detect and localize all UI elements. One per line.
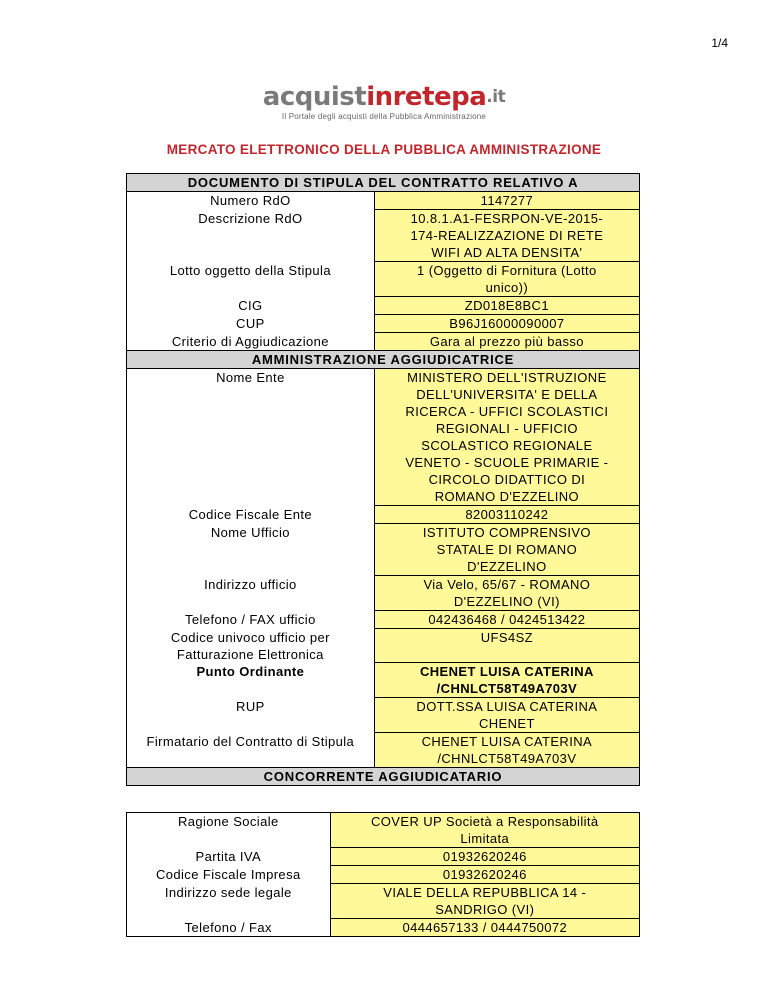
page-number: 1/4 bbox=[711, 36, 728, 50]
label-cup: CUP bbox=[236, 315, 265, 331]
contract-table bbox=[126, 173, 640, 786]
row-punto-ordinante bbox=[127, 663, 640, 698]
row-lotto bbox=[127, 262, 640, 297]
row-indirizzo-ufficio bbox=[127, 576, 640, 611]
label-codice-univoco: Codice univoco ufficio per Fatturazione Elettronica bbox=[170, 629, 330, 662]
row-criterio bbox=[127, 333, 640, 351]
portal-logo bbox=[0, 84, 768, 121]
logo-part-inrete: inrete bbox=[366, 82, 452, 112]
section-header-documento: DOCUMENTO DI STIPULA DEL CONTRATTO RELATIVO A bbox=[127, 174, 640, 192]
label-indirizzo-sede: Indirizzo sede legale bbox=[164, 884, 292, 900]
label-punto-ordinante: Punto Ordinante bbox=[196, 663, 305, 679]
label-codice-fiscale-impresa: Codice Fiscale Impresa bbox=[155, 866, 301, 882]
value-codice-fiscale-ente: 82003110242 bbox=[374, 506, 639, 524]
value-rup: DOTT.SSA LUISA CATERINA CHENET bbox=[374, 698, 639, 733]
row-nome-ufficio bbox=[127, 524, 640, 576]
row-rup bbox=[127, 698, 640, 733]
logo-part-tld: .it bbox=[486, 87, 506, 107]
label-telefono-fax: Telefono / Fax bbox=[184, 919, 272, 935]
row-telefono-fax bbox=[127, 919, 640, 937]
label-rup: RUP bbox=[236, 698, 265, 714]
label-criterio: Criterio di Aggiudicazione bbox=[171, 333, 329, 349]
label-telefono-ufficio: Telefono / FAX ufficio bbox=[185, 611, 316, 627]
row-cup bbox=[127, 315, 640, 333]
value-telefono-fax: 0444657133 / 0444750072 bbox=[330, 919, 639, 937]
contractor-table bbox=[126, 812, 640, 937]
row-codice-fiscale-ente bbox=[127, 506, 640, 524]
value-telefono-ufficio: 042436468 / 0424513422 bbox=[374, 611, 639, 629]
label-firmatario: Firmatario del Contratto di Stipula bbox=[146, 733, 355, 749]
label-indirizzo-ufficio: Indirizzo ufficio bbox=[204, 576, 297, 592]
value-nome-ufficio: ISTITUTO COMPRENSIVO STATALE DI ROMANO D'EZZELINO bbox=[374, 524, 639, 576]
label-lotto: Lotto oggetto della Stipula bbox=[169, 262, 331, 278]
value-codice-univoco: UFS4SZ bbox=[374, 629, 639, 663]
row-descrizione-rdo bbox=[127, 210, 640, 262]
row-ragione-sociale bbox=[127, 813, 640, 848]
logo-part-acquist: acquist bbox=[262, 82, 367, 112]
value-cig: ZD018E8BC1 bbox=[374, 297, 639, 315]
section-header-amministrazione: AMMINISTRAZIONE AGGIUDICATRICE bbox=[127, 351, 640, 369]
section-header-concorrente: CONCORRENTE AGGIUDICATARIO bbox=[127, 768, 640, 786]
value-descrizione-rdo: 10.8.1.A1-FESRPON-VE-2015- 174-REALIZZAZIONE DI RETE WIFI AD ALTA DENSITA' bbox=[374, 210, 639, 262]
value-codice-fiscale-impresa: 01932620246 bbox=[330, 866, 639, 884]
label-numero-rdo: Numero RdO bbox=[210, 193, 291, 208]
label-ragione-sociale: Ragione Sociale bbox=[177, 814, 279, 829]
row-codice-fiscale-impresa bbox=[127, 866, 640, 884]
value-nome-ente: MINISTERO DELL'ISTRUZIONE DELL'UNIVERSITA' E DELLA RICERCA - UFFICI SCOLASTICI REGIONALI - UFFICIO SCOLASTICO REGIONALE VENETO - SCUOLE PRIMARIE - CIRCOLO DIDATTICO DI ROMANO D'EZZELINO bbox=[374, 369, 639, 506]
logo-tagline: Il Portale degli acquisti della Pubblica Amministrazione bbox=[281, 112, 487, 121]
row-telefono-ufficio bbox=[127, 611, 640, 629]
value-ragione-sociale: COVER UP Società a Responsabilità Limitata bbox=[330, 813, 639, 848]
row-firmatario bbox=[127, 733, 640, 768]
market-title: MERCATO ELETTRONICO DELLA PUBBLICA AMMINISTRAZIONE bbox=[166, 142, 602, 157]
value-lotto: 1 (Oggetto di Fornitura (Lotto unico)) bbox=[374, 262, 639, 297]
value-indirizzo-sede: VIALE DELLA REPUBBLICA 14 - SANDRIGO (VI) bbox=[330, 884, 639, 919]
logo-part-pa: pa bbox=[451, 82, 487, 112]
label-descrizione-rdo: Descrizione RdO bbox=[198, 210, 303, 226]
label-cig: CIG bbox=[238, 297, 263, 313]
row-nome-ente bbox=[127, 369, 640, 506]
label-nome-ufficio: Nome Ufficio bbox=[210, 524, 290, 540]
value-indirizzo-ufficio: Via Velo, 65/67 - ROMANO D'EZZELINO (VI) bbox=[374, 576, 639, 611]
row-partita-iva bbox=[127, 848, 640, 866]
value-numero-rdo: 1147277 bbox=[374, 192, 639, 210]
row-cig bbox=[127, 297, 640, 315]
value-firmatario: CHENET LUISA CATERINA /CHNLCT58T49A703V bbox=[374, 733, 639, 768]
row-indirizzo-sede bbox=[127, 884, 640, 919]
value-criterio: Gara al prezzo più basso bbox=[374, 333, 639, 351]
value-punto-ordinante: CHENET LUISA CATERINA /CHNLCT58T49A703V bbox=[374, 663, 639, 698]
value-cup: B96J16000090007 bbox=[374, 315, 639, 333]
row-numero-rdo bbox=[127, 192, 640, 210]
label-partita-iva: Partita IVA bbox=[195, 848, 262, 864]
label-codice-fiscale-ente: Codice Fiscale Ente bbox=[188, 506, 312, 522]
row-codice-univoco bbox=[127, 629, 640, 663]
value-partita-iva: 01932620246 bbox=[330, 848, 639, 866]
label-nome-ente: Nome Ente bbox=[216, 370, 285, 385]
